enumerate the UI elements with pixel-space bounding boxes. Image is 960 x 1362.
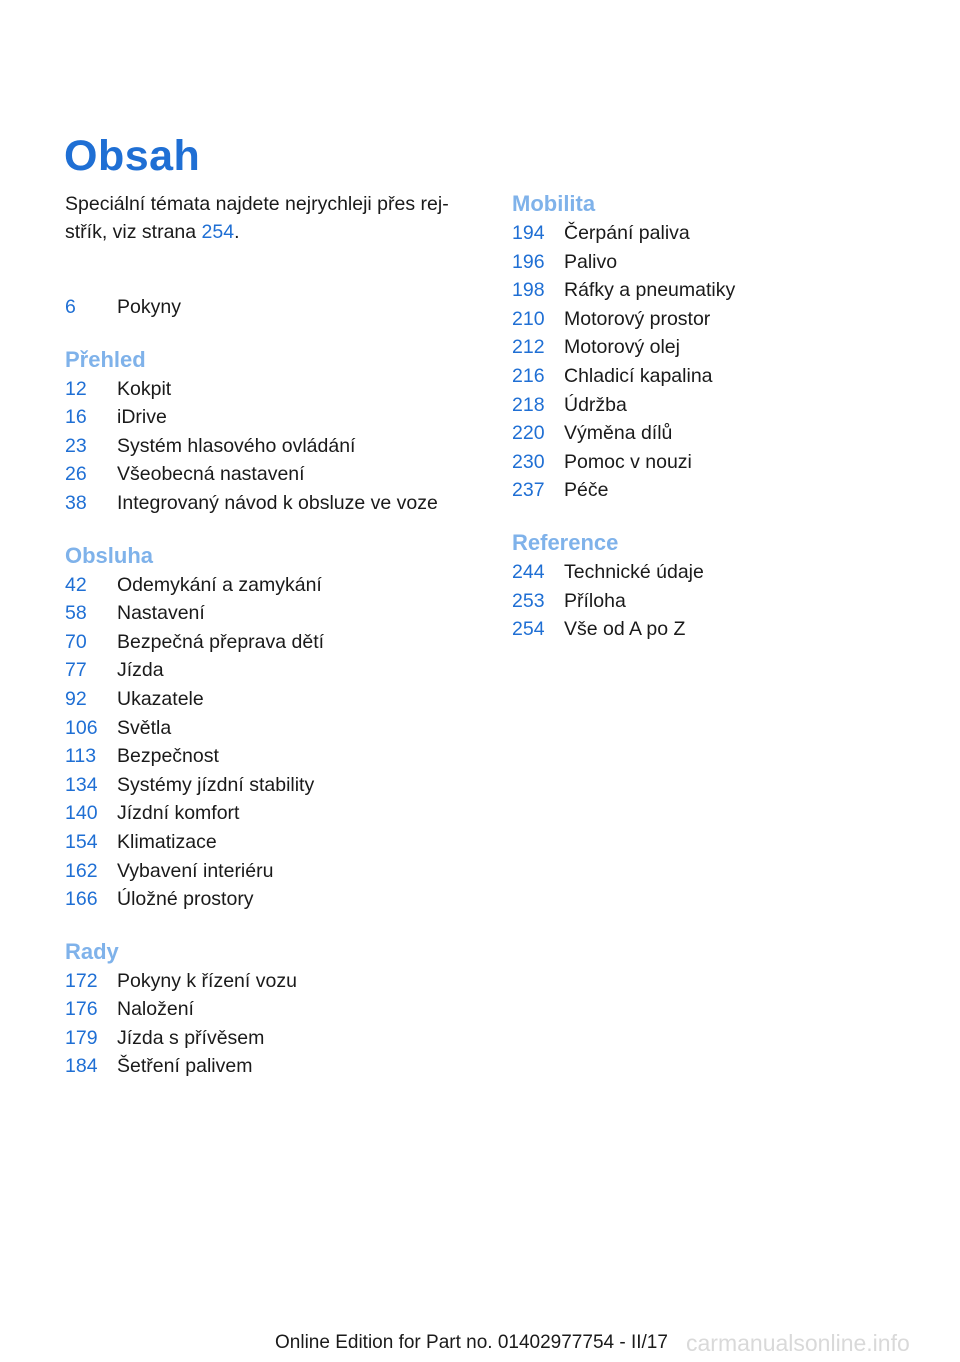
toc-section-heading[interactable]: Obsluha	[65, 542, 154, 568]
toc-entry-label[interactable]: Bezpečná přeprava dětí	[117, 630, 325, 653]
toc-entry[interactable]	[512, 333, 932, 362]
toc-entry-label[interactable]: Bezpečnost	[117, 745, 219, 768]
toc-entry-label[interactable]: Vše od A po Z	[564, 618, 686, 641]
toc-entry-label[interactable]: Chladicí kapalina	[564, 364, 713, 387]
toc-entry-page[interactable]: 244	[512, 560, 545, 583]
toc-entry-label[interactable]: Motorový olej	[564, 336, 680, 359]
toc-entry-label[interactable]: Ukazatele	[117, 687, 204, 710]
toc-entry-page[interactable]: 92	[65, 687, 87, 710]
toc-section	[65, 936, 485, 1081]
index-page-link[interactable]: 254	[201, 221, 235, 243]
toc-entry[interactable]	[65, 714, 485, 743]
toc-entry-page[interactable]: 254	[512, 618, 545, 641]
toc-entry-page[interactable]: 106	[65, 716, 98, 739]
toc-left-sections	[65, 344, 485, 1081]
toc-entry-page[interactable]: 230	[512, 450, 545, 473]
toc-entry-label[interactable]: Úložné prostory	[117, 888, 254, 911]
toc-entry-page[interactable]: 162	[65, 859, 98, 882]
toc-entry[interactable]	[65, 995, 485, 1024]
toc-entry[interactable]	[65, 1024, 485, 1053]
toc-entry-page[interactable]: 172	[65, 969, 98, 992]
toc-entry-page[interactable]: 210	[512, 307, 545, 330]
toc-entry-label[interactable]: Jízda s přívěsem	[117, 1026, 265, 1049]
toc-entry-label[interactable]: Ráfky a pneumatiky	[564, 279, 736, 302]
toc-entry-label[interactable]: Pokyny k řízení vozu	[117, 969, 297, 992]
toc-entry[interactable]	[65, 628, 485, 657]
toc-entry[interactable]	[65, 375, 485, 404]
toc-entry-page[interactable]: 166	[65, 888, 98, 911]
toc-entry[interactable]	[512, 276, 932, 305]
toc-entry-label[interactable]: Palivo	[564, 250, 618, 273]
toc-section	[512, 188, 932, 505]
toc-entry-label[interactable]: Čerpání paliva	[564, 222, 690, 244]
toc-entry-page[interactable]: 77	[65, 659, 87, 682]
intro-period: .	[234, 221, 240, 243]
toc-entry[interactable]	[65, 432, 485, 461]
toc-entry-page[interactable]: 216	[512, 364, 545, 387]
toc-entry-label[interactable]: Pomoc v nouzi	[564, 450, 692, 473]
toc-entry-page[interactable]: 179	[65, 1026, 98, 1049]
toc-entry[interactable]	[65, 571, 485, 600]
toc-entry-label[interactable]: Všeobecná nastavení	[117, 463, 305, 486]
toc-entry[interactable]	[512, 587, 932, 616]
watermark: carmanualsonline.info	[686, 1330, 910, 1356]
toc-entry-page[interactable]: 42	[65, 573, 87, 596]
toc-entry[interactable]	[512, 476, 932, 505]
toc-entry[interactable]	[512, 448, 932, 477]
toc-entry-label[interactable]: Příloha	[564, 589, 626, 612]
toc-entry[interactable]	[65, 967, 485, 996]
toc-entry-page[interactable]: 140	[65, 802, 98, 825]
toc-entry-label[interactable]: Integrovaný návod k obsluze ve voze	[117, 491, 438, 514]
toc-entry-label[interactable]: iDrive	[117, 406, 167, 429]
toc-entry-page[interactable]: 194	[512, 222, 545, 244]
toc-entry-page[interactable]: 218	[512, 393, 545, 416]
toc-entry-label[interactable]: Údržba	[564, 393, 627, 416]
toc-entry[interactable]	[65, 489, 485, 518]
toc-entry[interactable]	[65, 293, 485, 322]
toc-entry-page[interactable]: 23	[65, 434, 87, 457]
toc-entry-page[interactable]: 16	[65, 406, 87, 429]
toc-entry[interactable]	[65, 885, 485, 914]
toc-entry-label[interactable]: Jízda	[117, 659, 164, 682]
toc-entry-label[interactable]: Naložení	[117, 998, 194, 1021]
toc-entry-label[interactable]: Kokpit	[117, 377, 172, 400]
toc-entry[interactable]	[65, 685, 485, 714]
toc-entry-page[interactable]: 70	[65, 630, 87, 653]
toc-entry[interactable]	[65, 599, 485, 628]
toc-entry[interactable]	[65, 1052, 485, 1081]
toc-entry[interactable]	[512, 248, 932, 277]
toc-entry-page[interactable]: 58	[65, 602, 87, 625]
toc-entry-page[interactable]: 253	[512, 589, 545, 612]
intro-text	[65, 190, 465, 246]
toc-entry-label[interactable]: Péče	[564, 479, 609, 502]
toc-left-column	[65, 293, 485, 1081]
toc-section-heading[interactable]: Přehled	[65, 346, 146, 372]
toc-entry-label[interactable]: Klimatizace	[117, 830, 217, 853]
toc-entry-label[interactable]: Vybavení interiéru	[117, 859, 274, 882]
toc-entry-page[interactable]: 6	[65, 296, 76, 318]
toc-right-sections	[512, 188, 932, 644]
footer-edition: Online Edition for Part no. 01402977754 - II/17	[275, 1332, 668, 1353]
intro-line-2: střík, viz strana	[65, 221, 202, 243]
toc-entry-label[interactable]: Technické údaje	[564, 560, 704, 583]
toc-entry-label[interactable]: Výměna dílů	[564, 422, 673, 445]
toc-entry[interactable]	[65, 460, 485, 489]
toc-entry[interactable]	[512, 305, 932, 334]
toc-entry-label[interactable]: Nastavení	[117, 602, 205, 625]
toc-entry-page[interactable]: 237	[512, 479, 545, 502]
toc-entry[interactable]	[65, 828, 485, 857]
toc-section-heading[interactable]: Mobilita	[512, 191, 596, 216]
toc-entry-page[interactable]: 38	[65, 491, 87, 514]
toc-entry[interactable]	[512, 219, 932, 248]
toc-entry-page[interactable]: 184	[65, 1055, 98, 1078]
toc-entry-label[interactable]: Odemykání a zamykání	[117, 573, 322, 596]
toc-entry-page[interactable]: 113	[65, 745, 97, 768]
page-title: Obsah	[64, 131, 201, 180]
toc-entry-page[interactable]: 212	[512, 336, 545, 359]
toc-section	[512, 527, 932, 644]
toc-entry-label[interactable]: Šetření palivem	[117, 1055, 253, 1078]
toc-entry-page[interactable]: 220	[512, 422, 545, 445]
toc-entry-label[interactable]: Systém hlasového ovládání	[117, 434, 356, 457]
toc-entry-label[interactable]: Systémy jízdní stability	[117, 773, 315, 796]
toc-entry[interactable]	[512, 419, 932, 448]
toc-entry[interactable]	[65, 742, 485, 771]
toc-section	[65, 540, 485, 914]
toc-section	[65, 344, 485, 518]
toc-entry-page[interactable]: 196	[512, 250, 545, 273]
toc-section-heading[interactable]: Reference	[512, 529, 619, 555]
toc-entry[interactable]	[65, 799, 485, 828]
toc-entry-page[interactable]: 134	[65, 773, 98, 796]
toc-entry[interactable]	[512, 362, 932, 391]
intro-line-1: Speciální témata najdete nejrychleji přes rej‐	[65, 193, 449, 215]
toc-entry[interactable]	[512, 615, 932, 644]
toc-entry-page[interactable]: 154	[65, 830, 98, 853]
toc-entry-page[interactable]: 198	[512, 279, 545, 302]
toc-entry-label[interactable]: Motorový prostor	[564, 307, 711, 330]
toc-entry[interactable]	[512, 391, 932, 420]
toc-entry[interactable]	[65, 857, 485, 886]
toc-entry-label[interactable]: Světla	[117, 716, 172, 739]
toc-entry-page[interactable]: 26	[65, 463, 87, 486]
toc-entry-page[interactable]: 12	[65, 377, 87, 400]
toc-entry-page[interactable]: 176	[65, 998, 98, 1021]
toc-entry-label[interactable]: Pokyny	[117, 296, 181, 318]
toc-entry[interactable]	[65, 771, 485, 800]
toc-top-entries	[65, 293, 485, 322]
toc-entry[interactable]	[65, 403, 485, 432]
toc-right-column	[512, 188, 932, 644]
toc-section-heading[interactable]: Rady	[65, 938, 119, 964]
toc-entry-label[interactable]: Jízdní komfort	[117, 802, 240, 825]
toc-entry[interactable]	[65, 656, 485, 685]
toc-entry[interactable]	[512, 558, 932, 587]
